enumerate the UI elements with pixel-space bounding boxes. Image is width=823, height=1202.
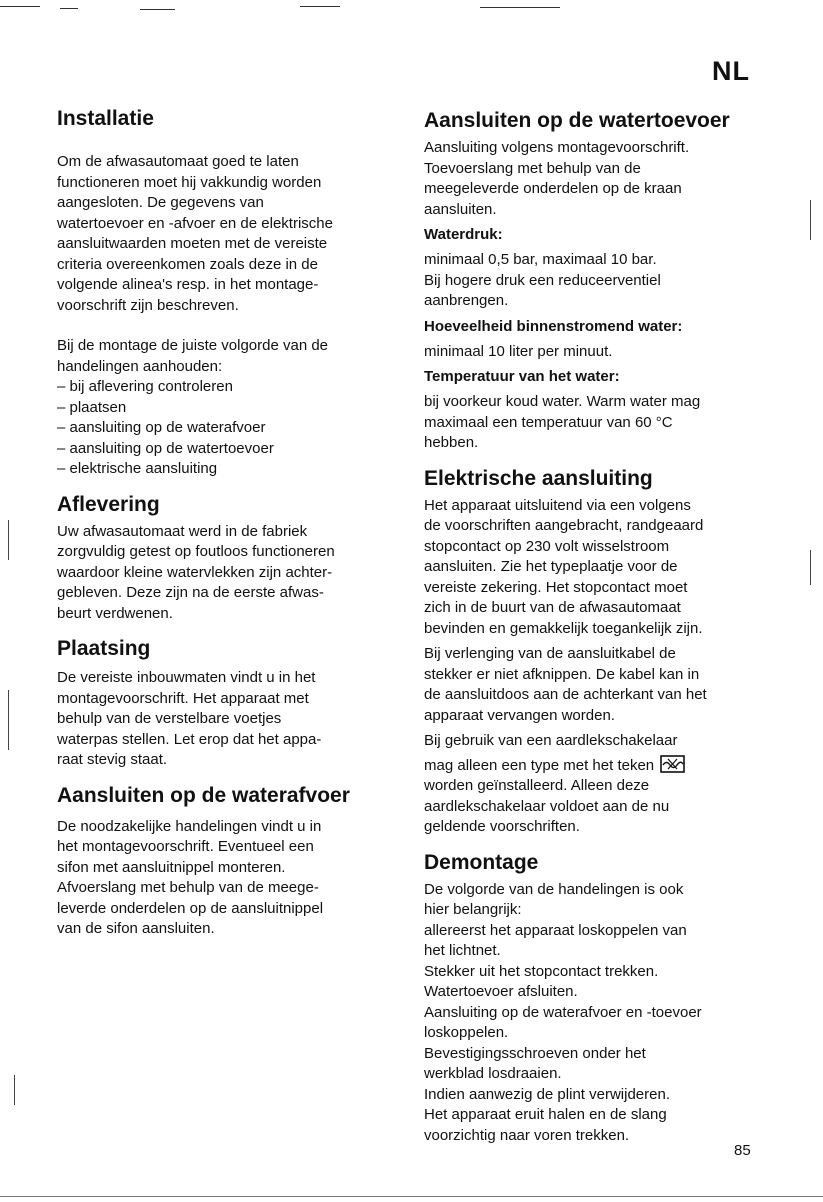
text-line: waterpas stellen. Let erop dat het appa- bbox=[57, 730, 322, 748]
text-line: stekker er niet afknippen. De kabel kan in bbox=[424, 665, 700, 683]
text-line: De vereiste inbouwmaten vindt u in het bbox=[57, 669, 316, 686]
text-line: Aansluiting op de waterafvoer en -toevoer bbox=[424, 1003, 702, 1021]
watertoevoer-intro bbox=[424, 138, 764, 220]
section-title-aflevering: Aflevering bbox=[57, 492, 160, 516]
scan-artifact-edge bbox=[810, 200, 811, 240]
section-title-elektrische-aansluiting: Elektrische aansluiting bbox=[424, 466, 653, 490]
text-line: zorgvuldig getest op foutloos functioneren bbox=[57, 543, 335, 560]
section-title-plaatsing: Plaatsing bbox=[57, 637, 151, 660]
text-line: allereerst het apparaat loskoppelen van bbox=[424, 921, 687, 939]
text-line: zich in de buurt van de afwasautomaat bbox=[424, 599, 681, 616]
text-line: Bij hogere druk een reduceerventiel bbox=[424, 271, 661, 289]
subheading-hoeveelheid: Hoeveelheid binnenstromend water: bbox=[424, 317, 683, 335]
text-line: watertoevoer en -afvoer en de elektrische bbox=[57, 214, 333, 232]
text-line: raat stevig staat. bbox=[57, 751, 168, 768]
text-line: aansluiten. bbox=[424, 200, 497, 218]
text-line: volgende alinea's resp. in het montage- bbox=[57, 276, 319, 293]
text-line: criteria overeenkomen zoals deze in de bbox=[57, 255, 318, 273]
text-line: Bij de montage de juiste volgorde van de bbox=[57, 337, 329, 354]
text-line: het montagevoorschrift. Eventueel een bbox=[57, 838, 314, 855]
text-line: minimaal 10 liter per minuut. bbox=[424, 342, 613, 360]
text-line: beurt verdwenen. bbox=[57, 604, 173, 622]
demontage-text bbox=[424, 880, 764, 1147]
hoeveelheid-text bbox=[424, 342, 764, 363]
text-line: aardlekschakelaar voldoet aan de nu bbox=[424, 797, 670, 815]
text-line: Bevestigingsschroeven onder het bbox=[424, 1044, 646, 1062]
text-line: Watertoevoer afsluiten. bbox=[424, 983, 578, 1000]
scan-artifact-edge bbox=[8, 690, 9, 750]
text-line: aansluiten. Zie het typeplaatje voor de bbox=[424, 558, 678, 575]
text-fragment: mag alleen een type met het teken bbox=[424, 756, 655, 774]
scan-artifact-top bbox=[300, 6, 340, 7]
text-line: montagevoorschrift. Het apparaat met bbox=[57, 689, 309, 707]
subheading-waterdruk: Waterdruk: bbox=[424, 226, 503, 243]
text-line: het lichtnet. bbox=[424, 942, 501, 959]
elektrisch-para3 bbox=[424, 731, 764, 838]
text-line: Het apparaat eruit halen en de slang bbox=[424, 1106, 667, 1123]
text-line: geldende voorschriften. bbox=[424, 818, 580, 835]
text-line: leverde onderdelen op de aansluitnippel bbox=[57, 899, 324, 917]
list-item: – aansluiting op de watertoevoer bbox=[57, 439, 274, 457]
text-line: bevinden en gemakkelijk toegankelijk zijn. bbox=[424, 619, 703, 637]
text-line: Het apparaat uitsluitend via een volgens bbox=[424, 496, 691, 514]
list-item: – elektrische aansluiting bbox=[57, 460, 218, 477]
list-item: – aansluiting op de waterafvoer bbox=[57, 419, 266, 436]
section-title-installatie: Installatie bbox=[57, 107, 154, 130]
scan-artifact-top bbox=[140, 9, 175, 10]
installatie-intro bbox=[57, 152, 387, 316]
text-line: worden geïnstalleerd. Alleen deze bbox=[424, 777, 650, 794]
text-line: apparaat vervangen worden. bbox=[424, 706, 615, 724]
text-line: Afvoerslang met behulp van de meege- bbox=[57, 879, 319, 896]
text-line: Indien aanwezig de plint verwijderen. bbox=[424, 1085, 670, 1103]
text-line: voorzichtig naar voren trekken. bbox=[424, 1126, 630, 1144]
scan-artifact-top bbox=[480, 7, 560, 8]
subheading-temperatuur: Temperatuur van het water: bbox=[424, 368, 620, 385]
earth-leakage-symbol-icon bbox=[660, 755, 685, 773]
aflevering-text bbox=[57, 522, 387, 625]
text-line: aangesloten. De gegevens van bbox=[57, 194, 264, 211]
text-line: De volgorde van de handelingen is ook bbox=[424, 880, 684, 898]
text-line: waardoor kleine watervlekken zijn achter- bbox=[57, 563, 333, 581]
scan-artifact-edge bbox=[8, 520, 9, 560]
text-line: hebben. bbox=[424, 434, 479, 451]
scan-artifact-edge bbox=[810, 550, 811, 585]
text-line: voorschrift zijn beschreven. bbox=[57, 296, 239, 314]
scan-artifact-bottom bbox=[0, 1196, 823, 1197]
text-line: aansluitwaarden moeten met de vereiste bbox=[57, 235, 328, 252]
text-line: vereiste zekering. Het stopcontact moet bbox=[424, 578, 688, 596]
text-line: hier belangrijk: bbox=[424, 901, 522, 918]
text-line: loskoppelen. bbox=[424, 1024, 509, 1041]
scan-artifact-top bbox=[0, 6, 40, 7]
text-line: Toevoerslang met behulp van de bbox=[424, 159, 641, 177]
scan-artifact-edge bbox=[14, 1075, 15, 1105]
text-line: meegeleverde onderdelen op de kraan bbox=[424, 180, 682, 197]
scan-artifact-top bbox=[60, 8, 78, 9]
text-line: Uw afwasautomaat werd in de fabriek bbox=[57, 522, 308, 540]
page-number: 85 bbox=[734, 1142, 751, 1159]
text-line: Om de afwasautomaat goed te laten bbox=[57, 153, 299, 170]
installatie-steps bbox=[57, 336, 387, 480]
text-line: sifon met aansluitnippel monteren. bbox=[57, 858, 286, 876]
section-title-watertoevoer: Aansluiten op de watertoevoer bbox=[424, 109, 730, 132]
text-line: gebleven. Deze zijn na de eerste afwas- bbox=[57, 584, 324, 601]
text-line: Bij verlenging van de aansluitkabel de bbox=[424, 645, 676, 662]
text-line: handelingen aanhouden: bbox=[57, 357, 223, 375]
waterdruk-text bbox=[424, 250, 764, 312]
text-line-with-symbol bbox=[424, 755, 764, 777]
text-line: stopcontact op 230 volt wisselstroom bbox=[424, 537, 670, 555]
text-line: behulp van de verstelbare voetjes bbox=[57, 710, 282, 727]
right-column bbox=[424, 108, 764, 1146]
text-line: aanbrengen. bbox=[424, 292, 509, 309]
text-line: Stekker uit het stopcontact trekken. bbox=[424, 962, 659, 980]
elektrisch-para1 bbox=[424, 496, 764, 640]
page-language-label: NL bbox=[712, 56, 750, 86]
list-item: – bij aflevering controleren bbox=[57, 378, 233, 395]
text-line: minimaal 0,5 bar, maximaal 10 bar. bbox=[424, 251, 657, 268]
text-line: Bij gebruik van een aardlekschakelaar bbox=[424, 732, 678, 749]
text-line: De noodzakelijke handelingen vindt u in bbox=[57, 817, 322, 835]
section-title-waterafvoer: Aansluiten op de waterafvoer bbox=[57, 783, 350, 807]
temperatuur-text bbox=[424, 392, 764, 454]
text-line: maximaal een temperatuur van 60 °C bbox=[424, 413, 673, 431]
text-line: Aansluiting volgens montagevoorschrift. bbox=[424, 139, 690, 156]
waterafvoer-text bbox=[57, 817, 387, 940]
text-line: de voorschriften aangebracht, randgeaard bbox=[424, 517, 704, 534]
left-column bbox=[57, 106, 387, 940]
text-line: van de sifon aansluiten. bbox=[57, 920, 215, 937]
section-title-demontage: Demontage bbox=[424, 850, 539, 874]
plaatsing-text bbox=[57, 668, 387, 771]
list-item: – plaatsen bbox=[57, 398, 127, 416]
text-line: werkblad losdraaien. bbox=[424, 1065, 562, 1082]
text-line: functioneren moet hij vakkundig worden bbox=[57, 173, 322, 191]
text-line: bij voorkeur koud water. Warm water mag bbox=[424, 393, 701, 410]
text-line: de aansluitdoos aan de achterkant van het bbox=[424, 686, 707, 703]
elektrisch-para2 bbox=[424, 644, 764, 726]
